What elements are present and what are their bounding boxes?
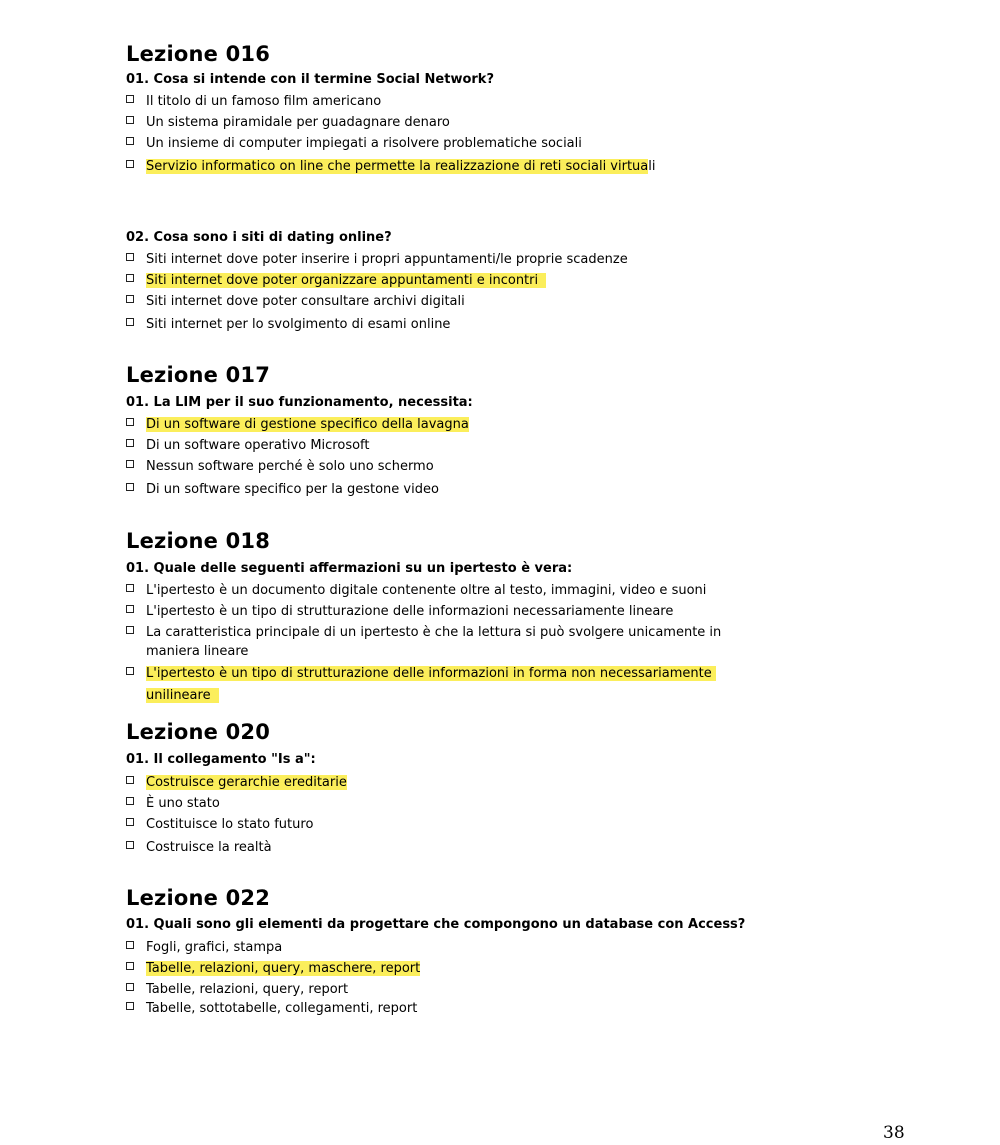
question-text: 02. Cosa sono i siti di dating online? xyxy=(126,230,392,245)
highlighted-answer: Siti internet dove poter organizzare appuntamenti e incontri xyxy=(146,273,547,288)
checkbox-icon[interactable] xyxy=(126,584,134,592)
option-label: Nessun software perché è solo uno schermo xyxy=(146,459,434,474)
checkbox-icon[interactable] xyxy=(126,318,134,326)
checkbox-icon[interactable] xyxy=(126,818,134,826)
option-label: maniera lineare xyxy=(146,644,249,659)
option-label xyxy=(146,773,726,792)
highlighted-answer: Servizio informatico on line che permette la realizzazione di reti sociali virtua xyxy=(146,159,649,174)
option-label xyxy=(146,686,726,705)
highlighted-answer: Costruisce gerarchie ereditarie xyxy=(146,775,347,790)
option-label: Un sistema piramidale per guadagnare denaro xyxy=(146,115,450,130)
question-text: 01. Il collegamento "Is a": xyxy=(126,752,316,767)
lesson-title: Lezione 018 xyxy=(126,529,271,553)
checkbox-icon[interactable] xyxy=(126,418,134,426)
option-label xyxy=(146,415,726,434)
checkbox-icon[interactable] xyxy=(126,797,134,805)
option-label xyxy=(146,664,726,683)
option-label: È uno stato xyxy=(146,796,220,811)
highlighted-answer: unilineare xyxy=(146,688,219,703)
highlighted-answer: L'ipertesto è un tipo di strutturazione delle informazioni in forma non necessariamente xyxy=(146,666,716,681)
checkbox-icon[interactable] xyxy=(126,841,134,849)
option-label: L'ipertesto è un documento digitale contenente oltre al testo, immagini, video e suoni xyxy=(146,583,707,598)
checkbox-icon[interactable] xyxy=(126,95,134,103)
checkbox-icon[interactable] xyxy=(126,962,134,970)
option-label: Un insieme di computer impiegati a risolvere problematiche sociali xyxy=(146,136,582,151)
checkbox-icon[interactable] xyxy=(126,776,134,784)
checkbox-icon[interactable] xyxy=(126,274,134,282)
option-label: L'ipertesto è un tipo di strutturazione delle informazioni necessariamente lineare xyxy=(146,604,674,619)
option-label: Siti internet dove poter consultare archivi digitali xyxy=(146,294,465,309)
option-label: Siti internet per lo svolgimento di esami online xyxy=(146,317,451,332)
checkbox-icon[interactable] xyxy=(126,626,134,634)
option-label xyxy=(146,157,726,176)
question-text: 01. Quale delle seguenti affermazioni su un ipertesto è vera: xyxy=(126,561,573,576)
checkbox-icon[interactable] xyxy=(126,295,134,303)
lesson-title: Lezione 016 xyxy=(126,42,271,66)
checkbox-icon[interactable] xyxy=(126,667,134,675)
highlighted-answer: Tabelle, relazioni, query, maschere, report xyxy=(146,961,421,976)
lesson-title: Lezione 020 xyxy=(126,720,271,744)
option-label: Di un software operativo Microsoft xyxy=(146,438,370,453)
page-number: 38 xyxy=(883,1123,905,1143)
checkbox-icon[interactable] xyxy=(126,439,134,447)
question-text: 01. Quali sono gli elementi da progettare che compongono un database con Access? xyxy=(126,917,746,932)
checkbox-icon[interactable] xyxy=(126,605,134,613)
option-label: Fogli, grafici, stampa xyxy=(146,940,283,955)
option-label: Costruisce la realtà xyxy=(146,840,272,855)
checkbox-icon[interactable] xyxy=(126,483,134,491)
option-label: Di un software specifico per la gestone video xyxy=(146,482,439,497)
option-label: Siti internet dove poter inserire i propri appuntamenti/le proprie scadenze xyxy=(146,252,628,267)
option-label xyxy=(146,271,726,290)
checkbox-icon[interactable] xyxy=(126,253,134,261)
option-label: Tabelle, relazioni, query, report xyxy=(146,982,349,997)
checkbox-icon[interactable] xyxy=(126,983,134,991)
checkbox-icon[interactable] xyxy=(126,116,134,124)
option-label: Costituisce lo stato futuro xyxy=(146,817,314,832)
checkbox-icon[interactable] xyxy=(126,941,134,949)
lesson-title: Lezione 022 xyxy=(126,886,271,910)
question-text: 01. Cosa si intende con il termine Social Network? xyxy=(126,72,494,87)
question-text: 01. La LIM per il suo funzionamento, necessita: xyxy=(126,395,473,410)
lesson-title: Lezione 017 xyxy=(126,363,271,387)
option-label-rest: li xyxy=(648,159,656,174)
option-label: La caratteristica principale di un ipertesto è che la lettura si può svolgere unicamente in xyxy=(146,625,722,640)
option-label: Il titolo di un famoso film americano xyxy=(146,94,382,109)
checkbox-icon[interactable] xyxy=(126,137,134,145)
option-label xyxy=(146,959,726,978)
option-label: Tabelle, sottotabelle, collegamenti, report xyxy=(146,1001,418,1016)
checkbox-icon[interactable] xyxy=(126,1002,134,1010)
checkbox-icon[interactable] xyxy=(126,460,134,468)
checkbox-icon[interactable] xyxy=(126,160,134,168)
highlighted-answer: Di un software di gestione specifico della lavagna xyxy=(146,417,469,432)
